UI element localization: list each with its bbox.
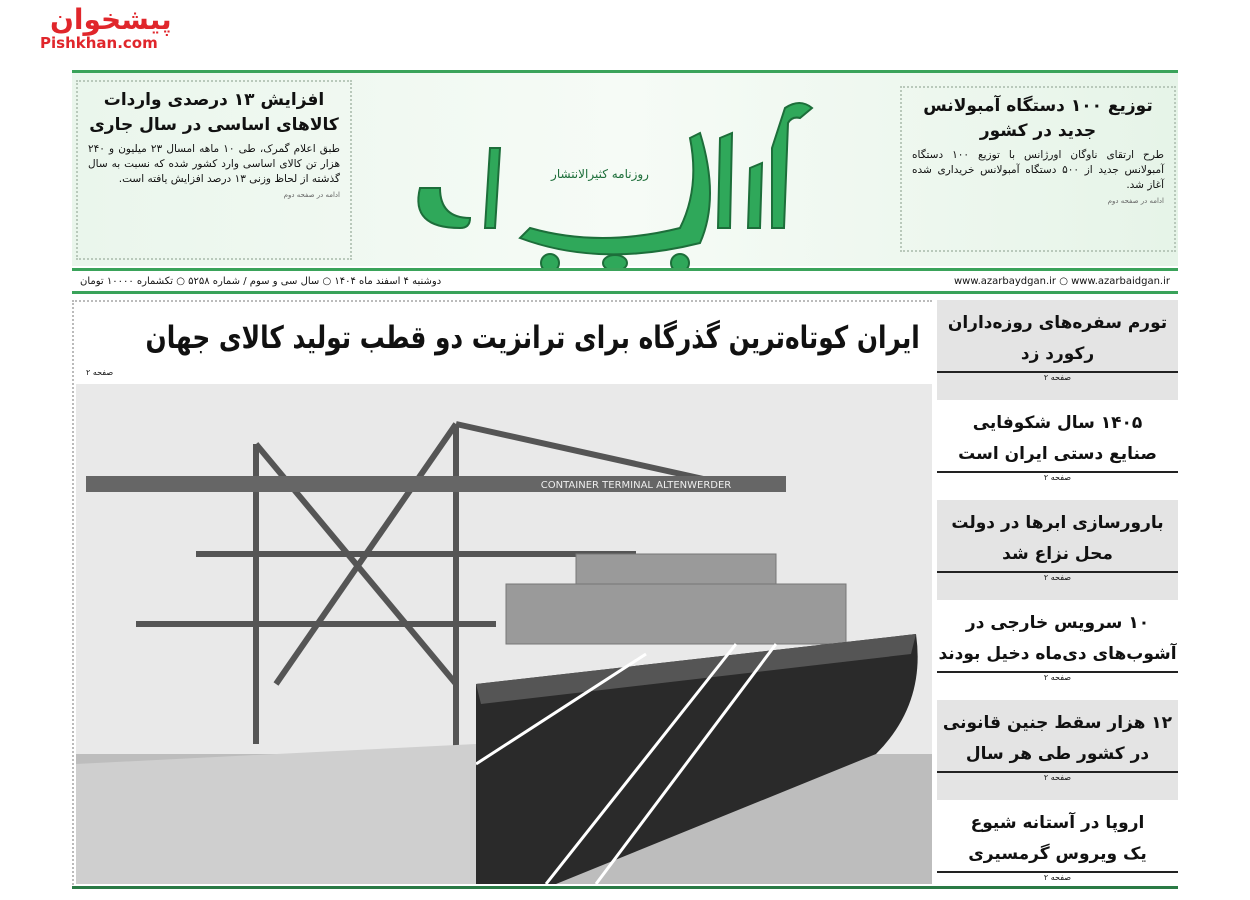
- issue-date: دوشنبه ۴ اسفند ماه ۱۴۰۴ ○ سال سی و سوم / شماره ۵۲۵۸ ○ تکشماره ۱۰۰۰۰ تومان: [80, 275, 442, 287]
- bottom-rule: [72, 886, 1178, 889]
- lead-page-ref: صفحه ۲: [86, 368, 114, 377]
- side-story-3[interactable]: [937, 500, 1178, 600]
- right-teaser[interactable]: [900, 86, 1176, 252]
- side-story-2[interactable]: [937, 400, 1178, 500]
- masthead-logo: [400, 78, 820, 278]
- side-story-line2: در کشور طی هر سال: [965, 744, 1150, 764]
- website-links[interactable]: www.azarbaydgan.ir ○ www.azarbaidgan.ir: [953, 275, 1170, 287]
- side-story-4[interactable]: [937, 600, 1178, 700]
- side-story-page: صفحه ۲: [1038, 473, 1077, 482]
- left-teaser[interactable]: [76, 80, 352, 260]
- side-story-1[interactable]: [937, 300, 1178, 400]
- side-story-line2: آشوب‌های دی‌ماه دخیل بودند: [938, 644, 1177, 664]
- watermark-fa: پیشخوان: [50, 3, 172, 36]
- crane-sign: CONTAINER TERMINAL ALTENWERDER: [540, 480, 732, 491]
- right-teaser-body: طرح ارتقای ناوگان اورژانس با توزیع ۱۰۰ دستگاه آمبولانس جدید از ۵۰۰ دستگاه آمبولانس خریداری شده آغاز شد.: [912, 149, 1164, 191]
- lead-story[interactable]: [72, 300, 932, 885]
- side-story-line1: ۱۴۰۵ سال شکوفایی: [972, 413, 1143, 433]
- right-teaser-title[interactable]: توزیع ۱۰۰ دستگاه آمبولانس جدید در کشور: [923, 96, 1153, 141]
- side-story-page: صفحه ۲: [1038, 673, 1077, 682]
- side-story-line1: بارورسازی ابرها در دولت: [951, 513, 1164, 533]
- port-ship-photo: [76, 384, 932, 884]
- side-story-6[interactable]: [937, 800, 1178, 900]
- side-story-page: صفحه ۲: [1038, 773, 1077, 782]
- side-story-line2: یک ویروس گرمسیری: [968, 844, 1147, 864]
- side-story-line1: تورم سفره‌های روزه‌داران: [947, 313, 1168, 333]
- watermark-en: Pishkhan.com: [40, 34, 158, 52]
- side-story-line2: محل نزاع شد: [1002, 544, 1113, 564]
- left-teaser-body: طبق اعلام گمرک، طی ۱۰ ماهه امسال ۲۳ میلیون و ۲۴۰ هزار تن کالای اساسی وارد کشور شده که نسبت به سال گذشته از لحاظ وزنی ۱۳ درصد افزایش یافته است.: [88, 143, 341, 185]
- side-story-page: صفحه ۲: [1038, 373, 1077, 382]
- side-story-line2: رکورد زد: [1020, 344, 1095, 364]
- side-story-page: صفحه ۲: [1038, 873, 1077, 882]
- left-teaser-more[interactable]: ادامه در صفحه دوم: [283, 191, 340, 199]
- side-story-line1: اروپا در آستانه شیوع: [970, 813, 1145, 833]
- side-headlines: [937, 300, 1178, 900]
- side-story-line2: صنایع دستی ایران است: [958, 444, 1157, 464]
- dateline-bar: [72, 268, 1178, 294]
- pishkhan-watermark: [40, 3, 172, 52]
- side-story-5[interactable]: [937, 700, 1178, 800]
- side-story-line1: ۱۰ سرویس خارجی در: [965, 613, 1150, 633]
- side-story-page: صفحه ۲: [1038, 573, 1077, 582]
- side-story-line1: ۱۲ هزار سقط جنین قانونی: [942, 713, 1173, 733]
- left-teaser-title[interactable]: افزایش ۱۳ درصدی واردات کالاهای اساسی در سال جاری: [89, 90, 339, 135]
- lead-headline[interactable]: ایران کوتاه‌ترین گذرگاه برای ترانزیت دو قطب تولید کالای جهان: [145, 320, 920, 356]
- right-teaser-more[interactable]: ادامه در صفحه دوم: [1107, 197, 1164, 205]
- masthead-subtitle: روزنامه کثیرالانتشار: [551, 167, 649, 181]
